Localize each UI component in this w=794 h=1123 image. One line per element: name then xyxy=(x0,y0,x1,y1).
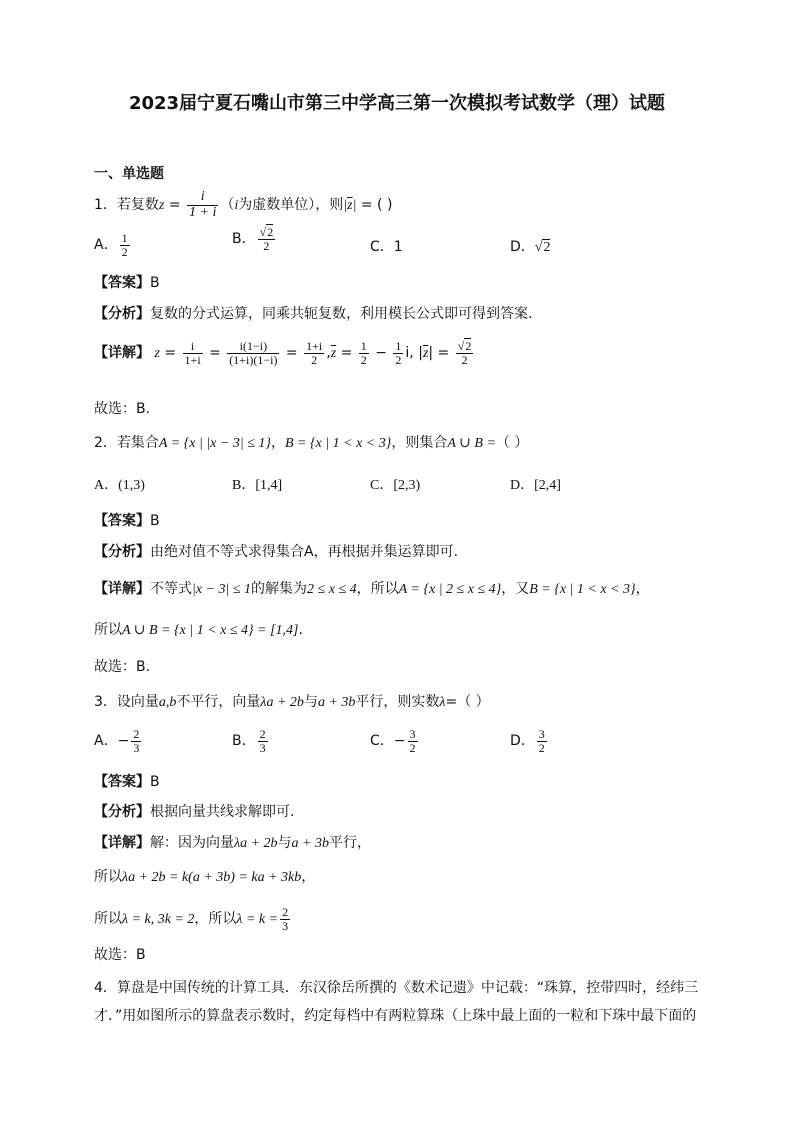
q2-analysis: 【分析】由绝对值不等式求得集合A，再根据并集运算即可. xyxy=(94,544,459,560)
q3-option-a: A．− $\frac{2}{3}$ xyxy=(94,727,140,755)
q3-option-d: D． $\frac{3}{2}$ xyxy=(510,727,545,755)
q1-analysis: 【分析】复数的分式运算，同乘共轭复数，利用模长公式即可得到答案. xyxy=(94,306,533,322)
q3-answer: 【答案】B xyxy=(94,774,160,790)
q1-option-a: A． $\frac{1}{2}$ xyxy=(94,231,128,259)
q2-answer: 【答案】B xyxy=(94,513,160,529)
q3-detail-line-3: 所以λ = k, 3k = 2，所以λ = k = $\frac{2}{3}$ xyxy=(94,905,289,933)
q2-stem: 2．若集合A = {x | |x − 3| ≤ 1}，B = {x | 1 < x < 3}，则集合A ∪ B =（ ） xyxy=(94,435,529,451)
page-title: 2023届宁夏石嘴山市第三中学高三第一次模拟考试数学（理）试题 xyxy=(128,93,666,114)
q3-analysis: 【分析】根据向量共线求解即可. xyxy=(94,804,295,820)
q1-option-c: C．1 xyxy=(370,239,403,255)
q2-conclusion: 故选：B. xyxy=(94,659,151,675)
q4-text: 4．算盘是中国传统的计算工具．东汉徐岳所撰的《数术记遗》中记载：“珠算，控带四时，经纬三才．”用如图所示的算盘表示数时，约定每档中有两粒算珠（上珠中最上面的一粒和下珠中最下面的 xyxy=(94,980,699,1024)
q3-option-c: C．− $\frac{3}{2}$ xyxy=(370,727,416,755)
q1-option-d: D．√2 xyxy=(510,239,551,255)
q2-option-d: D．[2,4] xyxy=(510,478,561,493)
q2-option-c: C．[2,3) xyxy=(370,478,421,493)
q2-detail-line-1: 【详解】不等式|x − 3| ≤ 1的解集为2 ≤ x ≤ 4，所以A = {x | 2 ≤ x ≤ 4}，又B = {x | 1 < x < 3}， xyxy=(94,581,650,597)
section-heading: 一、单选题 xyxy=(94,166,164,182)
q1-conclusion: 故选：B. xyxy=(94,401,151,417)
q2-option-a: A．(1,3) xyxy=(94,478,145,493)
q1-option-b: B． $\frac{√2}{2}$ xyxy=(232,225,274,253)
q3-stem: 3．设向量a,b不平行，向量λa + 2b与a + 3b平行，则实数λ=（ ） xyxy=(94,694,490,710)
fraction: $\frac{i}{1 + i}$ xyxy=(189,189,217,220)
q1-detail: 【详解】 z = $\frac{i}{1+i}$ = $\frac{i(1-i)}{(1+i)(1-i)}$ = $\frac{1+i}{2}$ $,\overline{z}$ = $\frac{1}{2}$ − $\frac{1}{2}$ i, $|\overline{z}|$ = $\frac{√2}{2}$ xyxy=(94,339,472,367)
q3-conclusion: 故选：B xyxy=(94,947,146,963)
q2-detail-line-2: 所以A ∪ B = {x | 1 < x ≤ 4} = [1,4]. xyxy=(94,622,303,638)
q2-option-b: B．[1,4] xyxy=(232,478,283,493)
q1-stem: 1．若复数z = $\frac{i}{1 + i}$ （i为虚数单位），则$|\overline{z}|$ = ( ) xyxy=(94,189,393,220)
q3-detail-line-1: 【详解】解：因为向量λa + 2b与a + 3b平行， xyxy=(94,835,371,851)
q1-answer: 【答案】B xyxy=(94,275,160,291)
q3-detail-line-2: 所以λa + 2b = k(a + 3b) = ka + 3kb， xyxy=(94,869,316,885)
q3-option-b: B． $\frac{2}{3}$ xyxy=(232,727,266,755)
